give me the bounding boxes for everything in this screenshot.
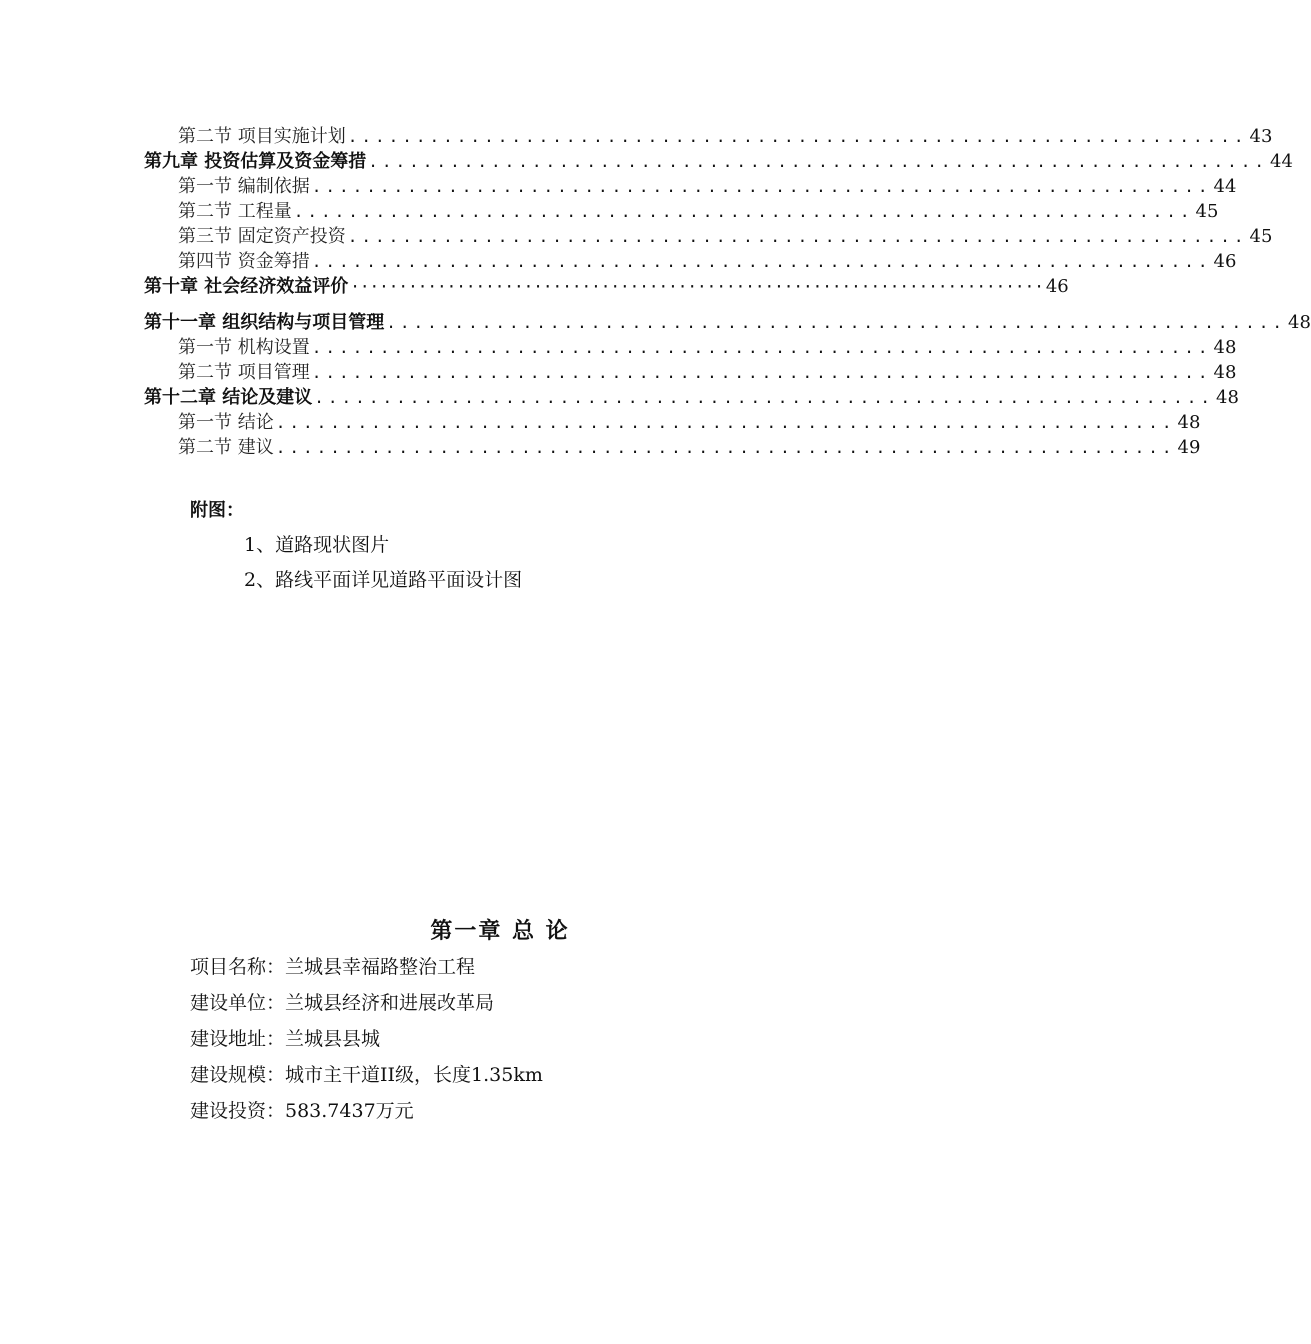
toc-entry-page: 44 xyxy=(1270,151,1293,172)
project-info-line: 建设规模：城市主干道II级，长度1.35km xyxy=(190,1064,543,1086)
appendix-item: 1、道路现状图片 xyxy=(244,534,390,556)
toc-entry-title: 第一节 结论 xyxy=(178,412,274,433)
toc-leader-dots: .................................................................. xyxy=(311,177,1212,196)
toc-entry xyxy=(144,150,1293,174)
toc-entry-title: 第二节 工程量 xyxy=(178,201,292,222)
toc-leader-dots: .................................................................. xyxy=(311,363,1212,382)
toc-entry-page: 46 xyxy=(1045,276,1069,297)
toc-entry-page: 45 xyxy=(1195,201,1219,222)
appendix-title: 附图： xyxy=(190,500,244,521)
toc-entry-title: 第十章 社会经济效益评价 xyxy=(144,276,349,297)
toc-entry xyxy=(178,436,1201,460)
toc-leader-dots: .................................................................. xyxy=(311,252,1212,271)
project-info-line: 建设地址：兰城县县城 xyxy=(190,1028,381,1050)
toc-leader-dots: .................................................................. xyxy=(347,227,1248,246)
toc-entry xyxy=(178,200,1219,224)
toc-entry-page: 45 xyxy=(1249,226,1273,247)
toc-leader-dots: .................................................................. xyxy=(275,438,1176,457)
toc-entry xyxy=(178,125,1273,149)
toc-entry-title: 第二节 项目实施计划 xyxy=(178,126,346,147)
project-info-line: 建设投资：583.7437万元 xyxy=(190,1100,414,1122)
toc-leader-dots: .................................................................. xyxy=(314,388,1215,407)
toc-leader-dots: .................................................................. xyxy=(275,413,1176,432)
toc-entry xyxy=(178,411,1201,435)
toc-entry-title: 第九章 投资估算及资金筹措 xyxy=(144,151,367,172)
toc-leader-dots: .................................................................. xyxy=(347,127,1248,146)
chapter-heading: 第一章 总 论 xyxy=(430,919,570,944)
project-info-line: 项目名称：兰城县幸福路整治工程 xyxy=(190,956,476,978)
toc-entry xyxy=(178,250,1237,274)
toc-entry-page: 48 xyxy=(1213,362,1237,383)
toc-entry xyxy=(178,225,1273,249)
toc-entry-page: 46 xyxy=(1213,251,1237,272)
project-info-line: 建设单位：兰城县经济和进展改革局 xyxy=(190,992,495,1014)
toc-entry xyxy=(178,361,1237,385)
toc-entry xyxy=(144,311,1311,335)
toc-entry-page: 49 xyxy=(1177,437,1201,458)
toc-leader-dots: .................................................................. xyxy=(311,338,1212,357)
toc-entry xyxy=(178,175,1237,199)
toc-entry-title: 第二节 项目管理 xyxy=(178,362,310,383)
toc-entry-title: 第一节 机构设置 xyxy=(178,337,310,358)
toc-leader-dots: .................................................................. xyxy=(368,152,1269,171)
toc-entry xyxy=(144,386,1239,410)
toc-entry-page: 48 xyxy=(1213,337,1237,358)
toc-entry-title: 第二节 建议 xyxy=(178,437,274,458)
toc-leader-dots: .................................................................. xyxy=(386,313,1287,332)
toc-entry-page: 48 xyxy=(1288,312,1311,333)
toc-leader-dots: ········································································ xyxy=(350,277,1044,296)
toc-entry-title: 第四节 资金筹措 xyxy=(178,251,310,272)
appendix-item: 2、路线平面详见道路平面设计图 xyxy=(244,569,523,591)
toc-entry-page: 48 xyxy=(1177,412,1201,433)
toc-entry-title: 第一节 编制依据 xyxy=(178,176,310,197)
toc-entry-title: 第三节 固定资产投资 xyxy=(178,226,346,247)
toc-entry xyxy=(144,275,1069,299)
toc-entry-title: 第十二章 结论及建议 xyxy=(144,387,313,408)
toc-entry-page: 44 xyxy=(1213,176,1237,197)
toc-entry-page: 48 xyxy=(1216,387,1239,408)
toc-entry-page: 43 xyxy=(1249,126,1273,147)
toc-entry-title: 第十一章 组织结构与项目管理 xyxy=(144,312,385,333)
toc-leader-dots: .................................................................. xyxy=(293,202,1194,221)
toc-entry xyxy=(178,336,1237,360)
